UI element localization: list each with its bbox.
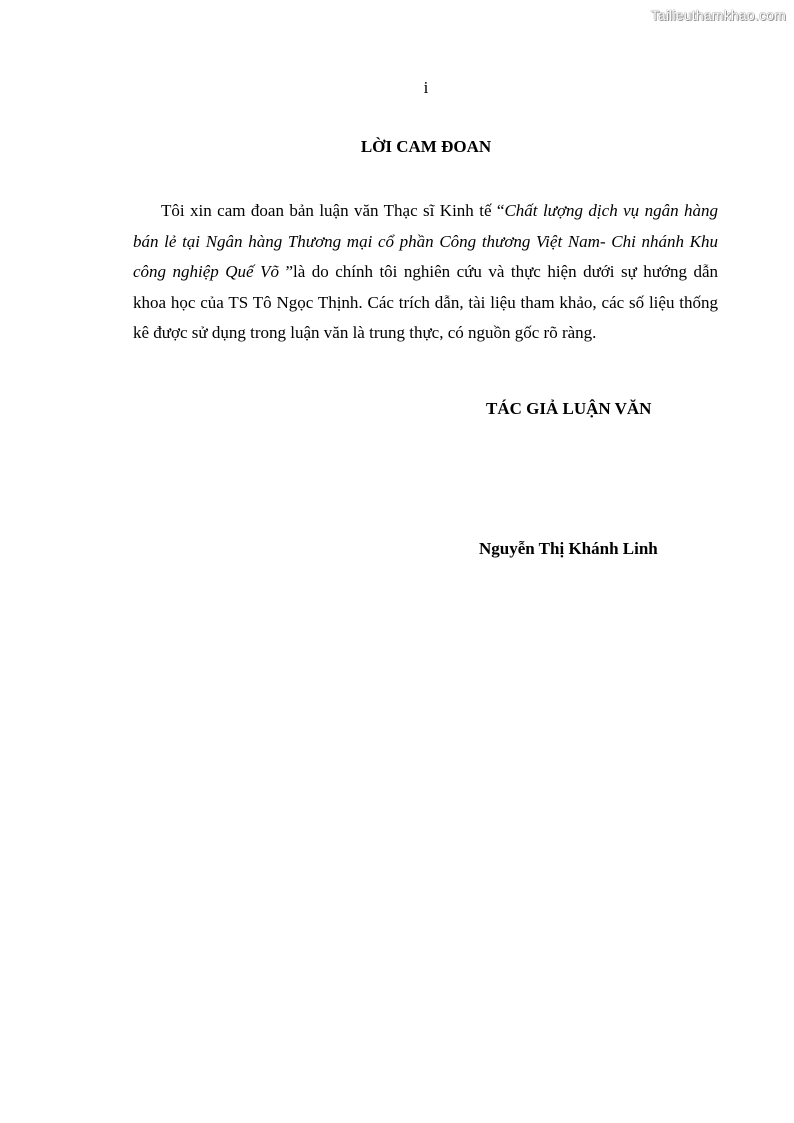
declaration-rest: ”là do chính tôi nghiên cứu và thực hiện dưới sự hướng dẫn khoa học của TS Tô Ngọc Thịnh. Các trích dẫn, tài liệu tham khảo, các số liệu thống kê được sử dụng trong luận văn là trung thực, có nguồn gốc rõ ràng. <box>133 262 719 342</box>
author-role-label: TÁC GIẢ LUẬN VĂN <box>486 399 652 418</box>
watermark-text: Tailieuthamkhao.com <box>650 7 786 23</box>
thesis-title: Chất lượng dịch vụ ngân hàng bán lẻ tại Ngân hàng Thương mại cổ phần Công thương Việt Nam- Chi nhánh Khu công nghiệp Quế Võ <box>133 201 718 281</box>
page-number: i <box>423 78 429 97</box>
author-name: Nguyễn Thị Khánh Linh <box>479 539 658 558</box>
declaration-intro: Tôi xin cam đoan bản luận văn Thạc sĩ Kinh tế “ <box>161 201 505 220</box>
declaration-paragraph <box>133 196 718 349</box>
page-title: LỜI CAM ĐOAN <box>360 137 492 156</box>
